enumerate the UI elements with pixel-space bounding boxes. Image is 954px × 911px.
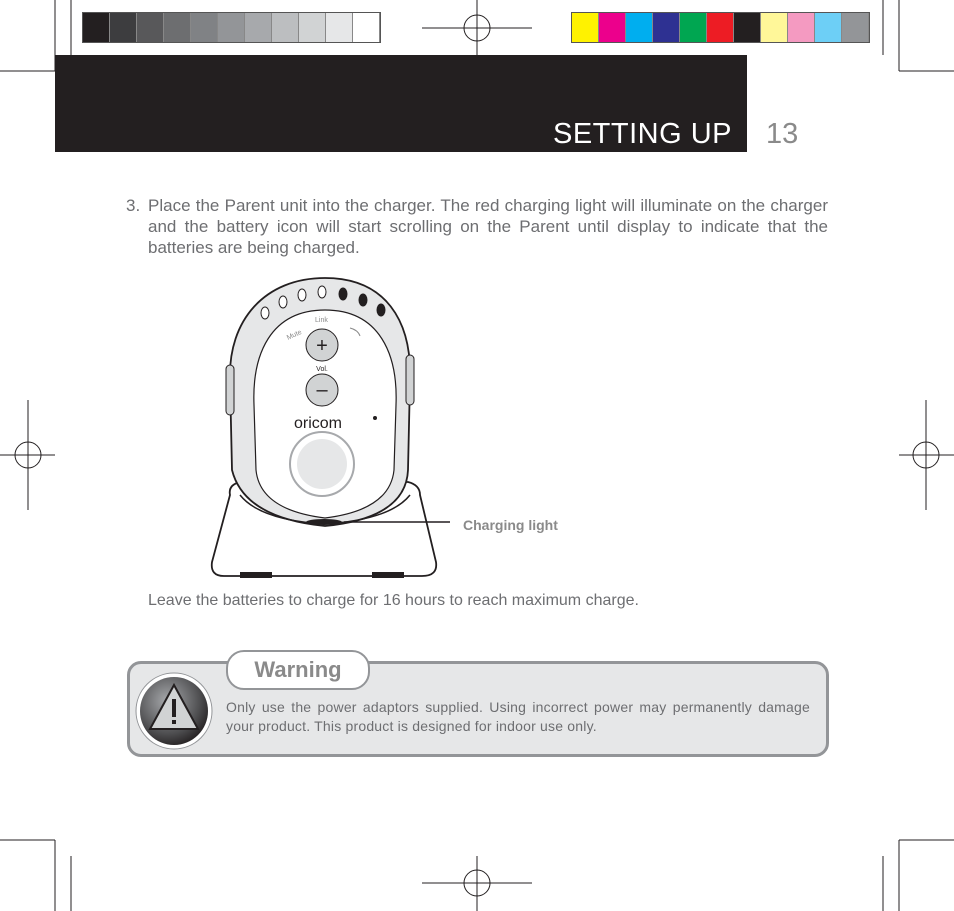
brand-logo: oricom	[294, 415, 343, 432]
color-calibration-bar	[571, 12, 870, 43]
color-swatch	[680, 13, 707, 42]
grey-swatch	[299, 13, 326, 42]
page-number: 13	[766, 118, 799, 150]
step-instruction	[126, 195, 828, 258]
color-swatch	[599, 13, 626, 42]
volume-plus-icon: +	[316, 335, 328, 357]
volume-label: Vol.	[316, 366, 328, 373]
color-swatch	[572, 13, 599, 42]
warning-triangle-icon	[134, 671, 214, 751]
mute-label: Mute	[285, 328, 303, 342]
grey-swatch	[245, 13, 272, 42]
color-swatch	[761, 13, 788, 42]
warning-text: Only use the power adaptors supplied. Using incorrect power may permanently damage your product. This product is designed for indoor use only.	[226, 699, 810, 734]
parent-unit-illustration	[200, 270, 450, 590]
warning-title: Warning	[254, 657, 342, 682]
grey-swatch	[110, 13, 137, 42]
color-swatch	[707, 13, 734, 42]
color-swatch	[788, 13, 815, 42]
step-text: Place the Parent unit into the charger. The red charging light will illuminate on the charger and the battery icon will start scrolling on the Parent until display to indicate that the batteries are being charged.	[148, 196, 828, 257]
step-number: 3.	[126, 196, 141, 215]
color-swatch	[653, 13, 680, 42]
color-swatch	[626, 13, 653, 42]
grey-swatch	[164, 13, 191, 42]
grey-swatch	[83, 13, 110, 42]
volume-minus-icon: –	[316, 379, 328, 401]
grey-swatch	[137, 13, 164, 42]
grey-swatch	[191, 13, 218, 42]
grey-swatch	[218, 13, 245, 42]
charging-light-callout: Charging light	[463, 517, 558, 533]
charge-note: Leave the batteries to charge for 16 hours to reach maximum charge.	[148, 592, 639, 609]
color-swatch	[842, 13, 869, 42]
color-swatch	[815, 13, 842, 42]
color-swatch	[734, 13, 761, 42]
link-label: Link	[315, 317, 328, 324]
grey-swatch	[272, 13, 299, 42]
grey-swatch	[326, 13, 353, 42]
grey-calibration-bar	[82, 12, 381, 43]
warning-title-tab	[226, 650, 370, 690]
page-title: SETTING UP	[552, 118, 732, 150]
grey-swatch	[353, 13, 380, 42]
